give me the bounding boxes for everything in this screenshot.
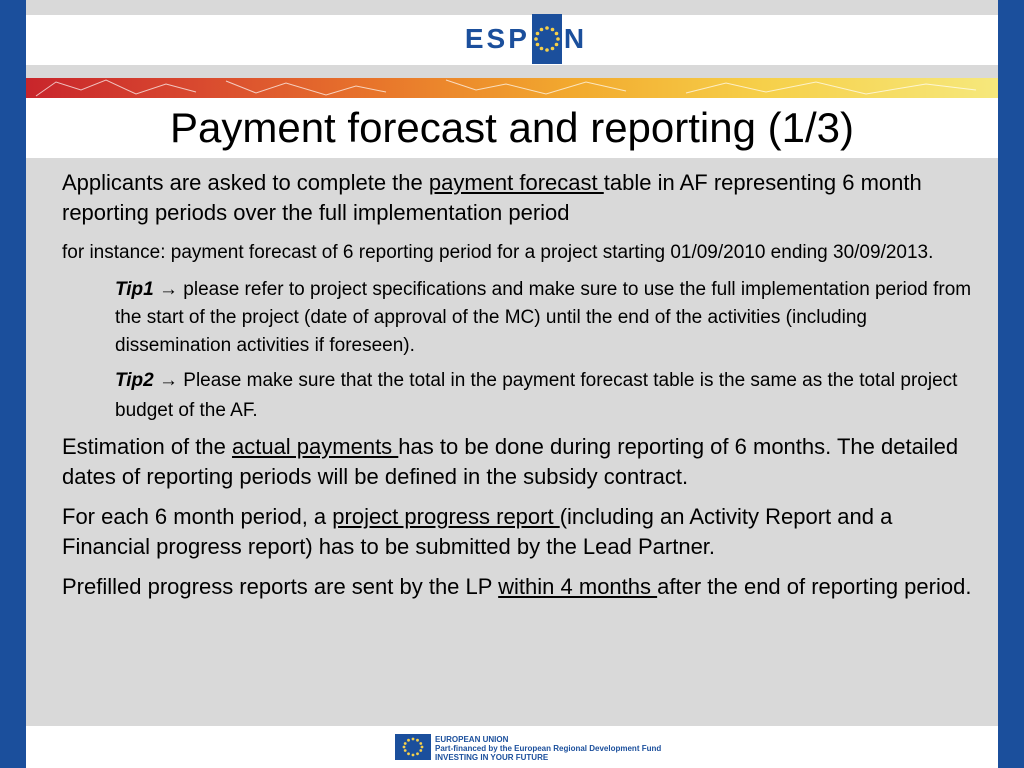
eu-funding-text: EUROPEAN UNION Part-financed by the European Regional Development Fund INVESTING IN YOUR FUTURE: [435, 735, 662, 762]
tip1: Tip1 → please refer to project specifications and make sure to use the full implementation period from the start of the project (date of approval of the MC) until the end of the activities (including dissemination activities if foreseen).: [115, 279, 972, 356]
tip1-label: Tip1: [115, 279, 154, 300]
tip2-label: Tip2: [115, 370, 154, 391]
espon-logo: [451, 14, 601, 64]
underlined-payment-forecast: payment forecast: [428, 170, 604, 195]
paragraph-example: for instance: payment forecast of 6 reporting period for a project starting 01/09/2010 ending 30/09/2013.: [62, 242, 934, 263]
underlined-actual-payments: actual payments: [231, 434, 399, 459]
logo-text-right: N: [563, 23, 588, 54]
paragraph-actual-payments: Estimation of the actual payments has to be done during reporting of 6 months. The detailed dates of reporting periods will be defined in the subsidy contract.: [62, 434, 959, 489]
tip2: Tip2 → Please make sure that the total in the payment forecast table is the same as the total project budget of the AF.: [115, 370, 958, 421]
underlined-within-4-months: within 4 months: [498, 574, 658, 599]
arrow-icon: →: [159, 279, 178, 300]
content-body: [62, 168, 972, 612]
paragraph-progress-report: For each 6 month period, a project progress report (including an Activity Report and a Financial progress report) has to be submitted by the Lead Partner.: [62, 504, 893, 559]
paragraph-payment-forecast: Applicants are asked to complete the payment forecast table in AF representing 6 month reporting periods over the full implementation period: [62, 170, 922, 225]
slide: [26, 0, 998, 768]
map-strip: [26, 78, 998, 98]
logo-text-left: ESP: [464, 23, 530, 54]
eu-stars-icon: [532, 14, 562, 64]
footer: [26, 726, 998, 768]
paragraph-prefilled-reports: Prefilled progress reports are sent by the LP within 4 months after the end of reporting period.: [62, 574, 972, 599]
eu-flag-icon: [395, 734, 431, 760]
page-title: Payment forecast and reporting (1/3): [169, 104, 855, 151]
underlined-progress-report: project progress report: [332, 504, 560, 529]
arrow-icon: →: [159, 370, 178, 391]
